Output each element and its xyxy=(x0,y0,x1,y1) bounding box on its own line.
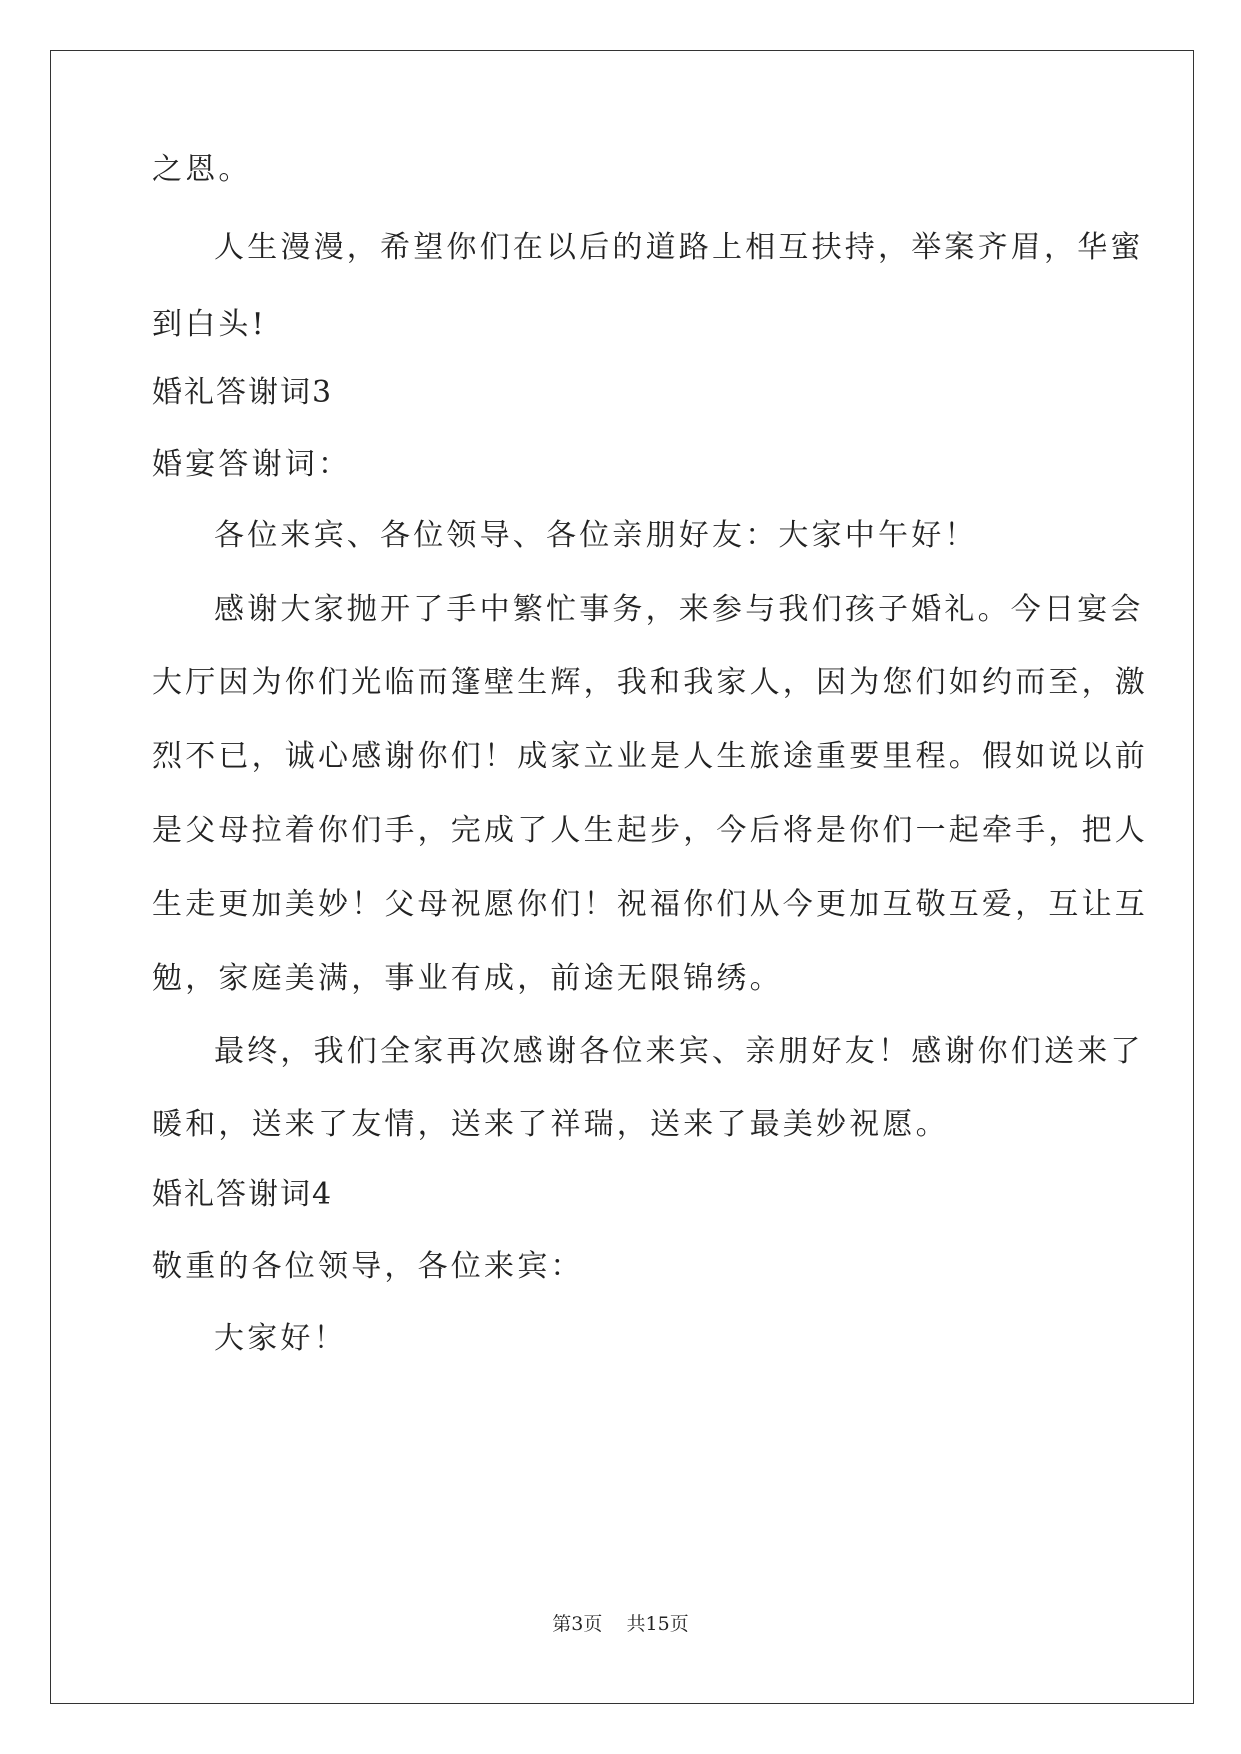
paragraph-line: 感谢大家抛开了手中繁忙事务，来参与我们孩子婚礼。今日宴会 xyxy=(214,592,1144,627)
paragraph-line: 勉，家庭美满，事业有成，前途无限锦绣。 xyxy=(152,961,783,996)
paragraph-line: 之恩。 xyxy=(152,152,252,187)
paragraph-line: 烈不已，诚心感谢你们！成家立业是人生旅途重要里程。假如说以前 xyxy=(152,739,1148,774)
paragraph-line: 是父母拉着你们手，完成了人生起步，今后将是你们一起牵手，把人 xyxy=(152,813,1148,848)
section-heading: 婚礼答谢词3 xyxy=(152,375,334,410)
paragraph-line: 大家好！ xyxy=(214,1321,347,1356)
paragraph-line: 到白头! xyxy=(152,307,267,342)
section-heading: 婚礼答谢词4 xyxy=(152,1177,334,1212)
paragraph-line: 人生漫漫，希望你们在以后的道路上相互扶持，举案齐眉，华蜜 xyxy=(214,230,1144,265)
page-footer: 第3页 共15页 xyxy=(552,1613,689,1635)
paragraph-line: 生走更加美妙！父母祝愿你们！祝福你们从今更加互敬互爱，互让互 xyxy=(152,887,1148,922)
paragraph-line: 大厅因为你们光临而篷壁生辉，我和我家人，因为您们如约而至，激 xyxy=(152,665,1148,700)
paragraph-line: 暖和，送来了友情，送来了祥瑞，送来了最美妙祝愿。 xyxy=(152,1107,949,1142)
paragraph-line: 各位来宾、各位领导、各位亲朋好友：大家中午好！ xyxy=(214,518,978,553)
page-border xyxy=(50,50,1194,1704)
salutation-line: 婚宴答谢词： xyxy=(152,447,352,482)
paragraph-line: 最终，我们全家再次感谢各位来宾、亲朋好友！感谢你们送来了 xyxy=(214,1034,1144,1069)
salutation-line: 敬重的各位领导，各位来宾： xyxy=(152,1249,584,1284)
